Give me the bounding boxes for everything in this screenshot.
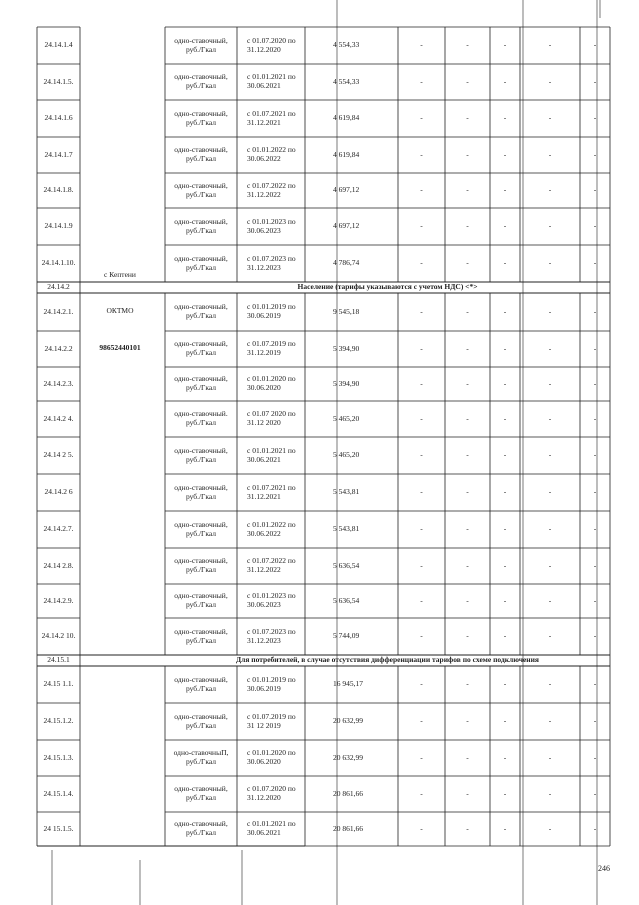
row-period: с 01.01.2021 по 30.06.2021 bbox=[247, 445, 296, 464]
row-code: 24.14.2 6 bbox=[44, 487, 73, 497]
row-dash: - bbox=[548, 716, 552, 726]
row-period: с 01.07 2020 по 31.12 2020 bbox=[247, 409, 296, 427]
row-value: 5 465,20 bbox=[333, 413, 360, 423]
oktmo-label: ОКТМО bbox=[106, 305, 134, 315]
row-dash: - bbox=[503, 378, 507, 388]
row-dash: - bbox=[420, 823, 423, 833]
row-dash: - bbox=[593, 113, 597, 123]
row-dash: - bbox=[503, 76, 507, 86]
row-value: 20 861,66 bbox=[333, 788, 363, 798]
row-dash: - bbox=[503, 752, 507, 762]
section-code: 24.14.2 bbox=[47, 282, 70, 292]
row-value: 16 945,17 bbox=[333, 679, 363, 689]
row-dash: - bbox=[466, 823, 469, 833]
row-code: 24.14.1.6 bbox=[44, 113, 73, 123]
row-value: 20 632,99 bbox=[333, 716, 363, 726]
row-dash: - bbox=[420, 524, 423, 534]
row-value: 5 465,20 bbox=[333, 450, 360, 460]
row-value: 4 786,74 bbox=[333, 258, 360, 268]
row-period: с 01.01.2022 по 30.06.2022 bbox=[247, 145, 296, 163]
row-unit: одно-ставочный, руб./Гкал bbox=[174, 35, 228, 54]
row-dash: - bbox=[420, 413, 423, 423]
row-dash: - bbox=[503, 788, 507, 798]
row-dash: - bbox=[593, 40, 597, 50]
row-unit: одно-ставочный, руб./Гкал bbox=[174, 784, 228, 802]
row-dash: - bbox=[466, 752, 469, 762]
row-dash: - bbox=[466, 149, 469, 159]
row-dash: - bbox=[420, 487, 423, 497]
row-dash: - bbox=[503, 679, 507, 689]
row-code: 24.14.2.7. bbox=[43, 524, 74, 534]
row-dash: - bbox=[420, 343, 423, 353]
row-period: с 01.01.2023 по 30.06.2023 bbox=[247, 591, 296, 609]
row-period: с 01.01.2020 по 30.06.2020 bbox=[247, 374, 296, 392]
row-dash: - bbox=[503, 560, 507, 570]
row-dash: - bbox=[466, 76, 469, 86]
row-dash: - bbox=[466, 595, 469, 605]
row-dash: - bbox=[548, 524, 552, 534]
row-value: 4 554,33 bbox=[333, 76, 360, 86]
row-dash: - bbox=[420, 306, 423, 316]
row-dash: - bbox=[593, 788, 597, 798]
row-dash: - bbox=[466, 487, 469, 497]
row-dash: - bbox=[593, 450, 597, 460]
row-dash: - bbox=[420, 788, 423, 798]
row-period: с 01.07.2023 по 31.12.2023 bbox=[247, 253, 296, 272]
row-period: с 01.01.2021 по 30.06.2021 bbox=[247, 819, 296, 837]
row-dash: - bbox=[503, 113, 507, 123]
row-value: 4 619,84 bbox=[333, 149, 360, 159]
row-code: 24.14.1.4 bbox=[44, 40, 73, 50]
row-unit: одно-ставочный, руб./Гкал bbox=[174, 482, 228, 501]
row-dash: - bbox=[548, 76, 552, 86]
row-value: 4 697,12 bbox=[333, 185, 360, 195]
row-dash: - bbox=[466, 221, 469, 231]
row-period: с 01.01.2022 по 30.06.2022 bbox=[247, 519, 296, 538]
row-dash: - bbox=[593, 595, 597, 605]
row-dash: - bbox=[593, 716, 597, 726]
row-dash: - bbox=[466, 258, 469, 268]
row-dash: - bbox=[420, 679, 423, 689]
row-dash: - bbox=[420, 752, 423, 762]
row-period: с 01.07.2022 по 31.12.2022 bbox=[247, 180, 296, 199]
row-period: с 01.01.2019 по 30.06.2019 bbox=[247, 302, 296, 320]
row-value: 5 543,81 bbox=[333, 487, 360, 497]
row-unit: одно-ставочный, руб./Гкал bbox=[174, 72, 228, 90]
row-unit: одно-ставочный, руб./Гкал bbox=[174, 674, 228, 693]
row-unit: одно-ставочный, руб./Гкал bbox=[174, 253, 228, 272]
row-dash: - bbox=[503, 221, 507, 231]
row-unit: одно-ставочный, руб./Гкал bbox=[174, 711, 228, 730]
row-period: с 01.07.2022 по 31.12.2022 bbox=[247, 556, 296, 574]
row-dash: - bbox=[466, 40, 469, 50]
row-value: 5 394,90 bbox=[333, 343, 360, 353]
row-dash: - bbox=[503, 450, 507, 460]
row-dash: - bbox=[503, 595, 507, 605]
row-dash: - bbox=[466, 306, 469, 316]
row-code: 24.15 1.1. bbox=[43, 679, 74, 689]
row-dash: - bbox=[548, 149, 552, 159]
row-unit: одно-ставочный, руб./Гкал bbox=[174, 374, 228, 392]
row-dash: - bbox=[420, 450, 423, 460]
row-dash: - bbox=[548, 560, 552, 570]
row-dash: - bbox=[503, 524, 507, 534]
row-code: 24.15.1.4. bbox=[43, 788, 74, 798]
row-dash: - bbox=[466, 524, 469, 534]
row-dash: - bbox=[593, 823, 597, 833]
row-dash: - bbox=[503, 185, 507, 195]
row-dash: - bbox=[593, 76, 597, 86]
row-code: 24.14.1.9 bbox=[44, 221, 73, 231]
row-code: 24.14 2.8. bbox=[43, 560, 74, 570]
row-dash: - bbox=[548, 823, 552, 833]
row-value: 4 554,33 bbox=[333, 40, 360, 50]
row-dash: - bbox=[466, 450, 469, 460]
row-dash: - bbox=[420, 560, 423, 570]
row-value: 5 636,54 bbox=[333, 595, 360, 605]
row-value: 5 543,81 bbox=[333, 524, 360, 534]
row-unit: одно-ставочный, руб./Гкал bbox=[174, 216, 228, 235]
row-unit: одно-ставочный, руб./Гкал bbox=[174, 626, 228, 645]
row-dash: - bbox=[593, 560, 597, 570]
row-dash: - bbox=[593, 306, 597, 316]
row-dash: - bbox=[420, 221, 423, 231]
row-dash: - bbox=[466, 679, 469, 689]
row-code: 24.14.2.3. bbox=[43, 378, 74, 388]
row-dash: - bbox=[593, 631, 597, 641]
row-dash: - bbox=[548, 113, 552, 123]
row-dash: - bbox=[548, 752, 552, 762]
row-dash: - bbox=[420, 113, 423, 123]
row-dash: - bbox=[593, 752, 597, 762]
row-period: с 01.01.2020 по 30.06.2020 bbox=[247, 748, 296, 766]
row-period: с 01.07.2020 по 31.12.2020 bbox=[247, 784, 296, 802]
section-title: Для потребителей, в случае отсутствия дифференциации тарифов по схеме подключения bbox=[236, 655, 539, 665]
row-dash: - bbox=[420, 185, 423, 195]
row-unit: одно-ставочный, руб./Гкал bbox=[174, 108, 228, 127]
row-dash: - bbox=[466, 716, 469, 726]
row-code: 24.14.2 10. bbox=[41, 631, 76, 641]
row-period: с 01.07.2021 по 31.12.2021 bbox=[247, 108, 296, 127]
row-dash: - bbox=[420, 40, 423, 50]
row-dash: - bbox=[466, 343, 469, 353]
row-dash: - bbox=[593, 221, 597, 231]
row-unit: одно-ставочный, руб./Гкал bbox=[174, 145, 228, 163]
row-dash: - bbox=[420, 149, 423, 159]
row-unit: одно-ставочныП, руб./Гкал bbox=[173, 748, 229, 766]
row-dash: - bbox=[466, 113, 469, 123]
row-dash: - bbox=[548, 487, 552, 497]
row-unit: одно-ставочный, руб./Гкал bbox=[174, 180, 228, 199]
row-dash: - bbox=[503, 258, 507, 268]
row-dash: - bbox=[548, 221, 552, 231]
row-value: 5 636,54 bbox=[333, 560, 360, 570]
row-dash: - bbox=[466, 413, 469, 423]
oktmo-code: 98652440101 bbox=[99, 342, 141, 352]
row-dash: - bbox=[548, 631, 552, 641]
row-dash: - bbox=[466, 631, 469, 641]
row-code: 24.14.2 4. bbox=[43, 413, 74, 423]
row-dash: - bbox=[548, 679, 552, 689]
row-value: 5 744,09 bbox=[333, 631, 360, 641]
row-code: 24.14.2.1. bbox=[43, 306, 74, 316]
row-dash: - bbox=[548, 343, 552, 353]
row-dash: - bbox=[593, 185, 597, 195]
row-code: 24.15.1.2. bbox=[43, 716, 74, 726]
row-period: с 01.07.2020 по 31.12.2020 bbox=[247, 35, 296, 54]
row-dash: - bbox=[593, 413, 597, 423]
row-dash: - bbox=[548, 185, 552, 195]
row-code: 24.15.1.3. bbox=[43, 752, 74, 762]
row-value: 9 545,18 bbox=[333, 306, 360, 316]
row-period: с 01.07.2019 по 31 12 2019 bbox=[247, 711, 296, 730]
row-unit: одно-ставочный, руб./Гкал bbox=[174, 591, 228, 609]
row-period: с 01.01.2019 по 30.06.2019 bbox=[247, 674, 296, 693]
row-unit: одно-ставочный, руб./Гкал bbox=[174, 519, 228, 538]
row-value: 4 619,84 bbox=[333, 113, 360, 123]
row-dash: - bbox=[503, 716, 507, 726]
row-unit: одно-ставочный, руб./Гкал bbox=[174, 339, 228, 357]
row-dash: - bbox=[420, 378, 423, 388]
row-unit: одно-ставочный, руб./Гкал bbox=[174, 819, 228, 837]
row-code: 24.14 2 5. bbox=[43, 450, 74, 460]
row-dash: - bbox=[503, 343, 507, 353]
row-code: 24.14.1.5. bbox=[43, 76, 74, 86]
row-code: 24.14.1.8. bbox=[43, 185, 74, 195]
row-dash: - bbox=[503, 631, 507, 641]
row-dash: - bbox=[548, 450, 552, 460]
row-dash: - bbox=[548, 413, 552, 423]
row-dash: - bbox=[548, 378, 552, 388]
row-value: 20 861,66 bbox=[333, 823, 363, 833]
row-unit: одно-ставочный, руб./Гкал bbox=[174, 556, 228, 574]
row-dash: - bbox=[420, 258, 423, 268]
row-dash: - bbox=[420, 716, 423, 726]
row-dash: - bbox=[593, 149, 597, 159]
row-dash: - bbox=[420, 631, 423, 641]
row-period: с 01.07.2019 по 31.12.2019 bbox=[247, 339, 296, 357]
row-period: с 01.01.2023 по 30.06.2023 bbox=[247, 216, 296, 235]
row-dash: - bbox=[503, 40, 507, 50]
row-dash: - bbox=[548, 788, 552, 798]
row-dash: - bbox=[466, 378, 469, 388]
row-dash: - bbox=[593, 524, 597, 534]
row-dash: - bbox=[466, 185, 469, 195]
row-period: с 01.07.2023 по 31.12.2023 bbox=[247, 626, 296, 645]
row-value: 4 697,12 bbox=[333, 221, 360, 231]
row-code: 24.14.1.7 bbox=[44, 149, 73, 159]
row-dash: - bbox=[466, 560, 469, 570]
section-code: 24.15.1 bbox=[47, 655, 70, 665]
row-period: с 01.01.2021 по 30.06.2021 bbox=[247, 72, 296, 90]
row-unit: одно-ставочный, руб./Гкал bbox=[174, 302, 228, 320]
row-dash: - bbox=[548, 40, 552, 50]
row-value: 5 394,90 bbox=[333, 378, 360, 388]
page-number: 246 bbox=[598, 864, 610, 873]
row-code: 24 15.1.5. bbox=[43, 823, 74, 833]
row-period: с 01.07.2021 по 31.12.2021 bbox=[247, 482, 296, 501]
row-dash: - bbox=[593, 258, 597, 268]
row-code: 24.14.2.9. bbox=[43, 595, 74, 605]
row-dash: - bbox=[503, 149, 507, 159]
row-value: 20 632,99 bbox=[333, 752, 363, 762]
row-dash: - bbox=[548, 595, 552, 605]
row-dash: - bbox=[548, 306, 552, 316]
row-dash: - bbox=[466, 788, 469, 798]
row-dash: - bbox=[503, 487, 507, 497]
row-dash: - bbox=[593, 378, 597, 388]
settlement-label: с Кептени bbox=[104, 269, 136, 279]
row-dash: - bbox=[503, 823, 507, 833]
row-unit: одно-ставочный. руб./Гкал bbox=[174, 409, 228, 427]
row-dash: - bbox=[420, 595, 423, 605]
row-unit: одно-ставочный, руб./Гкал bbox=[174, 445, 228, 464]
row-dash: - bbox=[593, 487, 597, 497]
section-title: Население (тарифы указываются с учетом НДС) <*> bbox=[297, 282, 478, 292]
row-dash: - bbox=[503, 306, 507, 316]
row-dash: - bbox=[420, 76, 423, 86]
row-code: 24.14.2.2 bbox=[44, 343, 73, 353]
row-dash: - bbox=[503, 413, 507, 423]
row-dash: - bbox=[548, 258, 552, 268]
row-code: 24.14.1.10. bbox=[41, 258, 76, 268]
row-dash: - bbox=[593, 679, 597, 689]
row-dash: - bbox=[593, 343, 597, 353]
